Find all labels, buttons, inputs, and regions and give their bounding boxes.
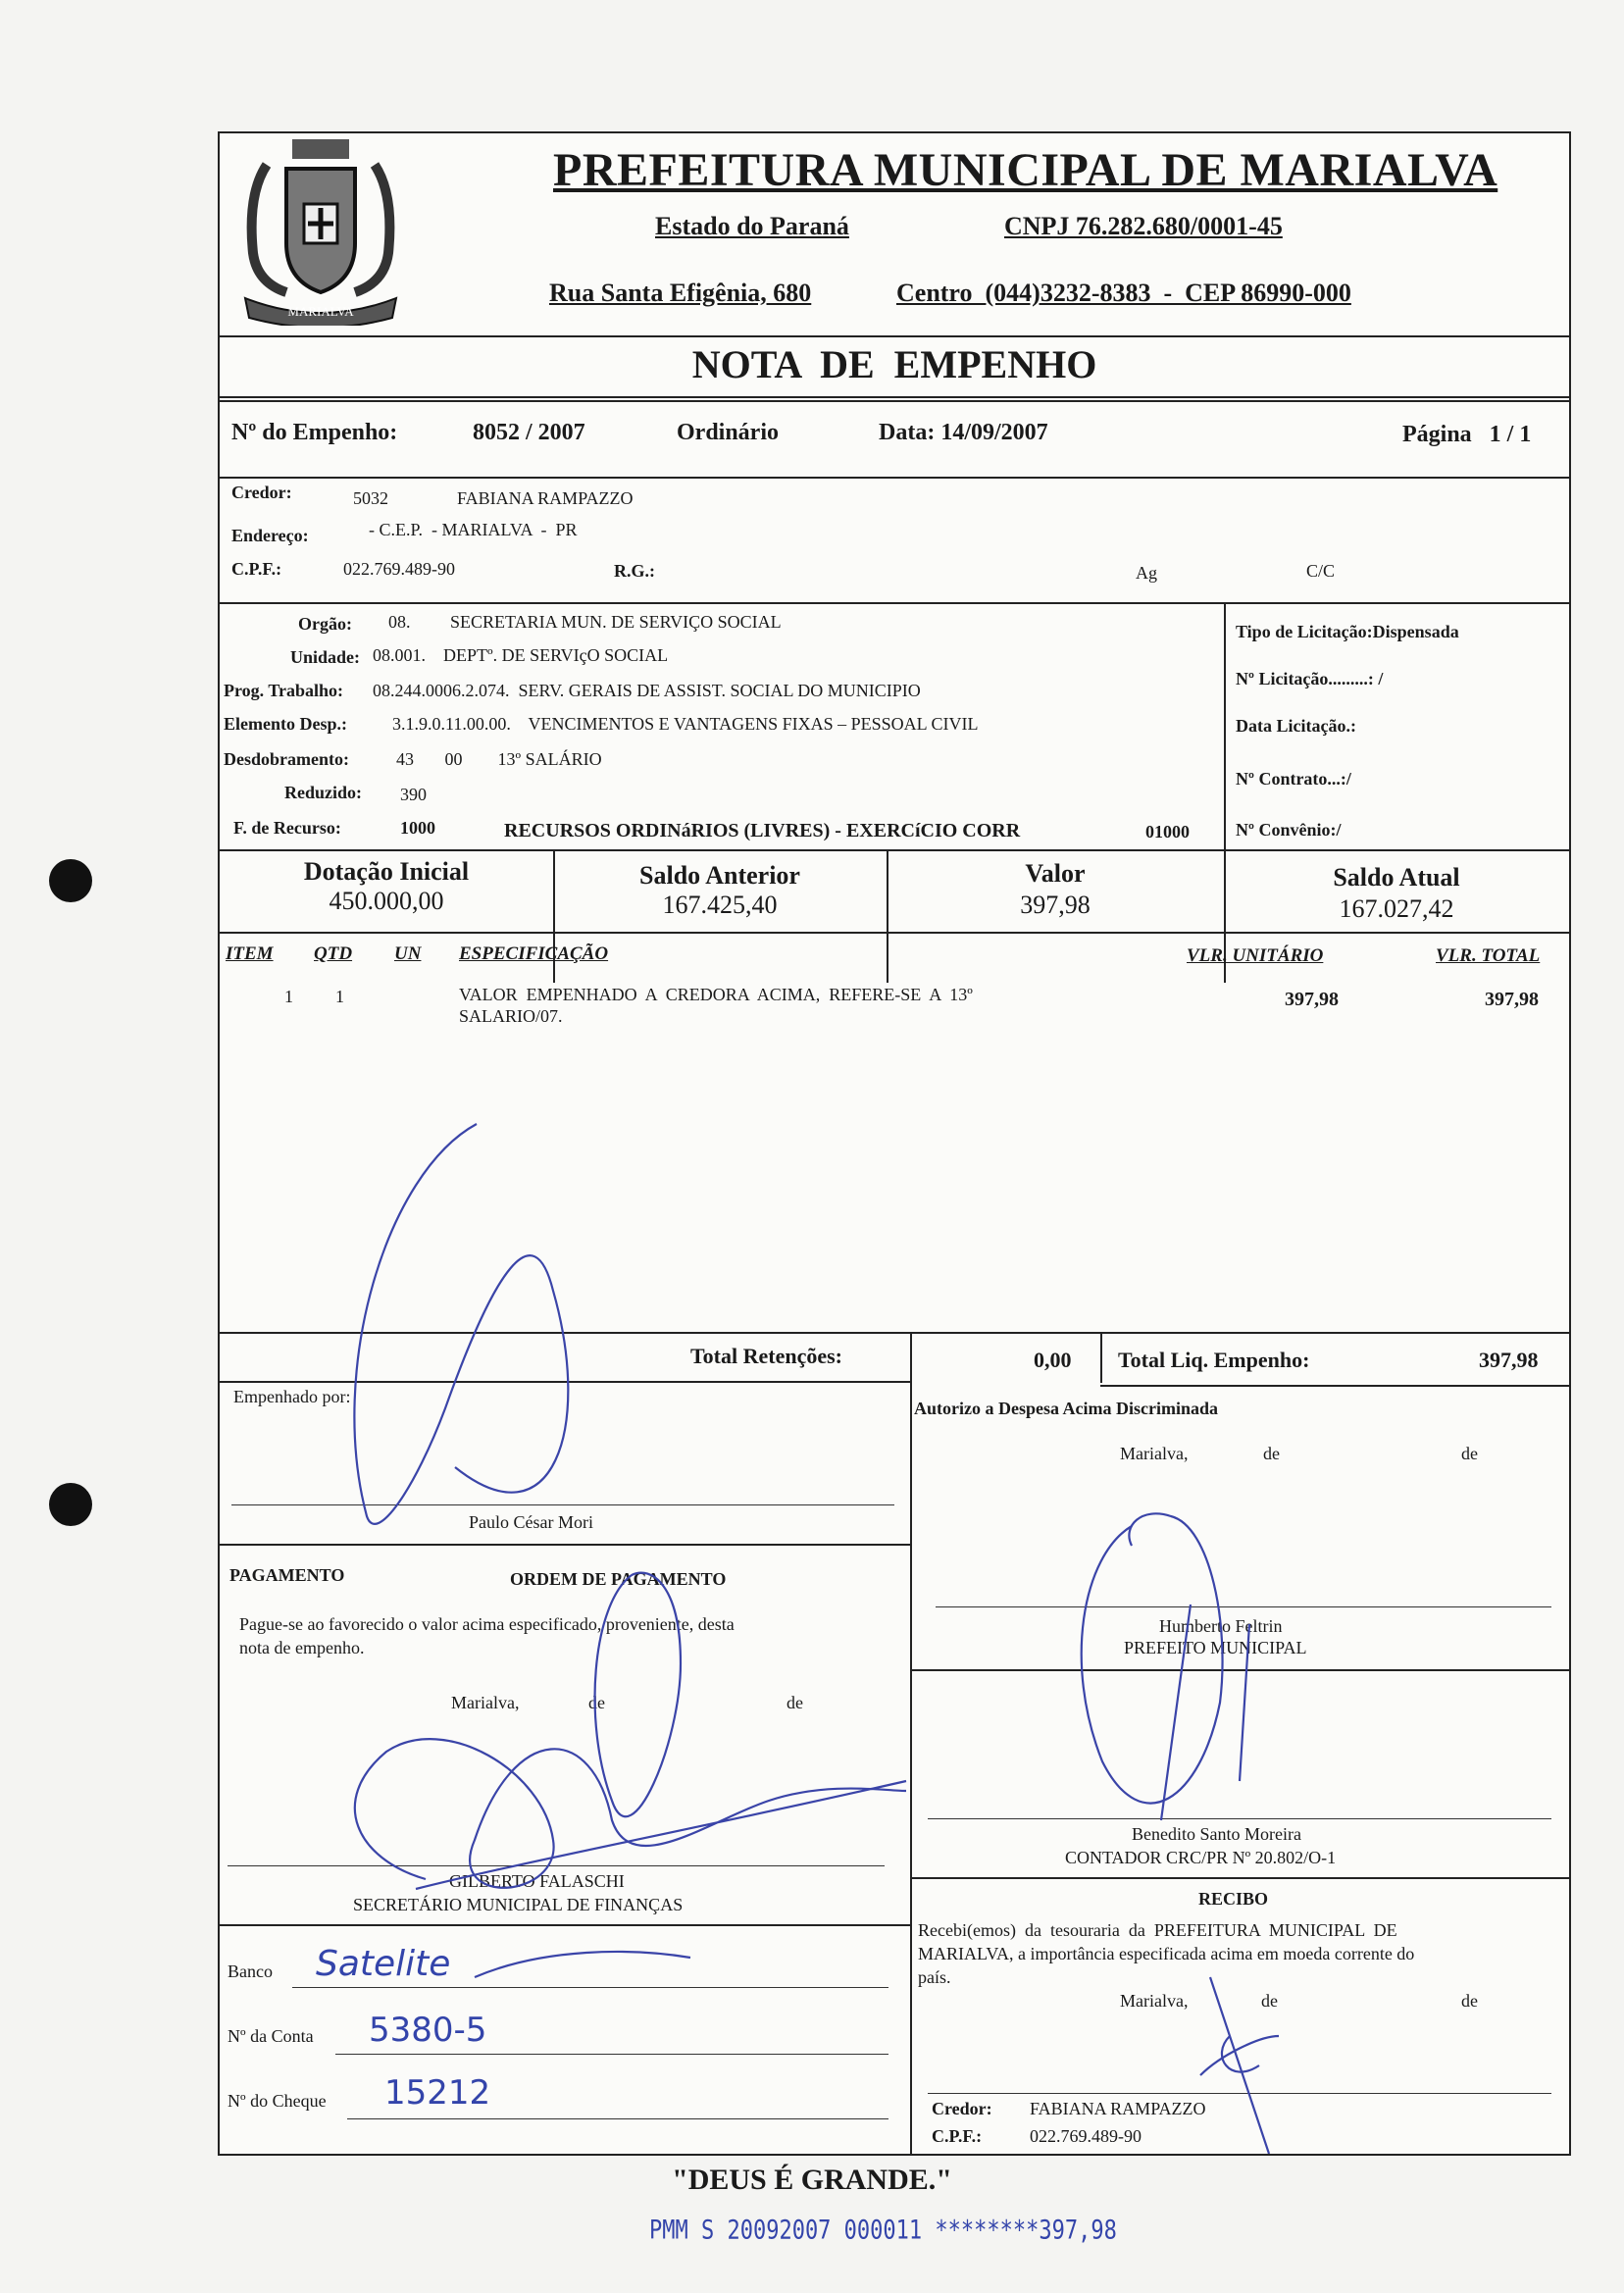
autorizo-de-1: de <box>1263 1444 1280 1463</box>
orgao-label: Orgão: <box>298 614 352 634</box>
recurso-code: 1000 <box>400 818 435 838</box>
signature-overlays <box>220 133 1569 2154</box>
reduzido-label: Reduzido: <box>284 783 363 802</box>
cpf: 022.769.489-90 <box>343 559 455 579</box>
contador-title: CONTADOR CRC/PR Nº 20.802/O-1 <box>1065 1848 1337 1867</box>
autorizo-label: Autorizo a Despesa Acima Discriminada <box>914 1399 1218 1418</box>
punch-hole-top <box>49 859 92 902</box>
saldo-anterior-label: Saldo Anterior <box>639 861 800 890</box>
recibo-cpf-label: C.P.F.: <box>932 2126 983 2146</box>
ordem-pagamento-label: ORDEM DE PAGAMENTO <box>510 1569 727 1589</box>
total-liquido-label: Total Liq. Empenho: <box>1118 1348 1310 1372</box>
desdobramento-label: Desdobramento: <box>224 749 349 769</box>
secretario-name: GILBERTO FALASCHI <box>449 1871 625 1891</box>
signature-secretario <box>355 1739 906 1977</box>
logo-banner-text: MARIALVA <box>287 304 354 319</box>
conta-value: 5380-5 <box>369 2011 487 2050</box>
desdobramento: 43 00 13º SALÁRIO <box>396 749 602 769</box>
prog-label: Prog. Trabalho: <box>224 681 344 700</box>
prefeito-title: PREFEITO MUNICIPAL <box>1124 1638 1307 1657</box>
empenho-date: Data: 14/09/2007 <box>879 420 1048 445</box>
ordem-de-2: de <box>787 1693 803 1712</box>
recibo-credor-name: FABIANA RAMPAZZO <box>1030 2099 1206 2118</box>
empenho-number: 8052 / 2007 <box>473 420 585 445</box>
address: Rua Santa Efigênia, 680 <box>549 279 812 307</box>
credor-label: Credor: <box>231 483 292 502</box>
rg-label: R.G.: <box>614 561 655 581</box>
empenho-type: Ordinário <box>677 420 780 445</box>
recibo-de-2: de <box>1461 1991 1478 2011</box>
ag-label: Ag <box>1136 563 1157 583</box>
recibo-credor-label: Credor: <box>932 2099 992 2118</box>
valor-value: 397,98 <box>1020 891 1091 919</box>
page-number: Página 1 / 1 <box>1402 422 1532 447</box>
recibo-de-1: de <box>1261 1991 1278 2011</box>
banco-value: Satelite <box>316 1944 451 1984</box>
recurso-label: F. de Recurso: <box>233 818 341 838</box>
credor-name: FABIANA RAMPAZZO <box>457 488 634 508</box>
phone-cep: Centro (044)3232-8383 - CEP 86990-000 <box>896 279 1351 307</box>
cc-label: C/C <box>1306 561 1336 581</box>
prefeitura-title: PREFEITURA MUNICIPAL DE MARIALVA <box>553 144 1498 196</box>
empenhado-por-label: Empenhado por: <box>233 1387 351 1406</box>
elemento-label: Elemento Desp.: <box>224 714 347 734</box>
total-retencoes-label: Total Retenções: <box>690 1344 842 1368</box>
col-item-header: ITEM <box>226 943 274 964</box>
col-qtd-header: QTD <box>314 943 353 964</box>
unidade: 08.001. DEPTº. DE SERVIçO SOCIAL <box>373 645 669 665</box>
item-total-value: 397,98 <box>1485 989 1539 1010</box>
recibo-label: RECIBO <box>1198 1889 1269 1909</box>
empenhado-por-name: Paulo César Mori <box>469 1512 593 1532</box>
elemento: 3.1.9.0.11.00.00. VENCIMENTOS E VANTAGENS FIXAS – PESSOAL CIVIL <box>392 714 979 734</box>
item-qtd: 1 <box>335 987 344 1006</box>
cheque-value: 15212 <box>384 2073 491 2113</box>
signature-empenhado <box>354 1124 568 1524</box>
cheque-label: Nº do Cheque <box>228 2091 327 2111</box>
tipo-licitacao: Tipo de Licitação:Dispensada <box>1236 622 1459 641</box>
item-spec-line1: VALOR EMPENHADO A CREDORA ACIMA, REFERE-SE A 13º <box>459 985 973 1004</box>
ordem-marialva: Marialva, <box>451 1693 520 1712</box>
nota-de-empenho-sheet <box>218 131 1571 2156</box>
numero-licitacao: Nº Licitação.........: / <box>1236 669 1384 688</box>
footer-machine-stamp: PMM S 20092007 000011 ********397,98 <box>649 2216 1117 2246</box>
unidade-label: Unidade: <box>290 647 361 667</box>
recibo-text-line2: MARIALVA, a importância especificada acima em moeda corrente do <box>918 1944 1415 1963</box>
reduzido: 390 <box>400 785 427 804</box>
saldo-anterior-value: 167.425,40 <box>662 891 778 919</box>
item-spec-line2: SALARIO/07. <box>459 1006 563 1026</box>
recibo-text-line1: Recebi(emos) da tesouraria da PREFEITURA MUNICIPAL DE <box>918 1920 1397 1940</box>
signature-prefeito <box>1082 1513 1249 1820</box>
recibo-text-line3: país. <box>918 1967 951 1987</box>
conta-label: Nº da Conta <box>228 2026 314 2046</box>
item-number: 1 <box>284 987 293 1006</box>
doc-title: NOTA DE EMPENHO <box>691 342 1097 386</box>
secretario-title: SECRETÁRIO MUNICIPAL DE FINANÇAS <box>353 1895 684 1914</box>
recibo-cpf: 022.769.489-90 <box>1030 2126 1142 2146</box>
pague-text-line1: Pague-se ao favorecido o valor acima especificado, proveniente, desta <box>239 1614 735 1634</box>
dotacao-inicial-label: Dotação Inicial <box>303 857 470 886</box>
numero-contrato: Nº Contrato...:/ <box>1236 769 1351 789</box>
pague-text-line2: nota de empenho. <box>239 1638 365 1657</box>
recurso-name: RECURSOS ORDINáRIOS (LIVRES) - EXERCíCIO CORR <box>504 820 1021 841</box>
state-name: Estado do Paraná <box>655 212 849 240</box>
cpf-label: C.P.F.: <box>231 559 282 579</box>
total-retencoes-value: 0,00 <box>1034 1348 1072 1372</box>
saldo-atual-value: 167.027,42 <box>1339 894 1454 923</box>
signature-ordem <box>595 1573 681 1817</box>
contador-name: Benedito Santo Moreira <box>1132 1824 1301 1844</box>
punch-hole-bottom <box>49 1483 92 1526</box>
autorizo-marialva: Marialva, <box>1120 1444 1189 1463</box>
saldo-atual-label: Saldo Atual <box>1333 863 1460 892</box>
data-licitacao: Data Licitação.: <box>1236 716 1356 736</box>
numero-convenio: Nº Convênio:/ <box>1236 820 1342 840</box>
recurso-number: 01000 <box>1145 822 1190 841</box>
col-especificacao-header: ESPECIFICAÇÃO <box>459 943 609 964</box>
valor-label: Valor <box>1025 859 1086 888</box>
orgao: 08. SECRETARIA MUN. DE SERVIÇO SOCIAL <box>388 612 782 632</box>
pagamento-label: PAGAMENTO <box>229 1565 345 1585</box>
total-liquido-value: 397,98 <box>1479 1348 1539 1372</box>
prog: 08.244.0006.2.074. SERV. GERAIS DE ASSIST. SOCIAL DO MUNICIPIO <box>373 681 921 700</box>
cnpj: CNPJ 76.282.680/0001-45 <box>1004 212 1283 240</box>
recibo-marialva: Marialva, <box>1120 1991 1189 2011</box>
autorizo-de-2: de <box>1461 1444 1478 1463</box>
prefeito-name: Humberto Feltrin <box>1159 1616 1283 1636</box>
item-unit-value: 397,98 <box>1285 989 1339 1010</box>
dotacao-inicial-value: 450.000,00 <box>329 887 444 915</box>
signature-credor <box>1200 1977 1279 2154</box>
col-un-header: UN <box>394 943 422 964</box>
footer-motto: "DEUS É GRANDE." <box>672 2164 952 2196</box>
credor-code: 5032 <box>353 488 388 508</box>
endereco-label: Endereço: <box>231 526 309 545</box>
col-vlr-unitario-header: VLR. UNITÁRIO <box>1187 945 1324 966</box>
banco-label: Banco <box>228 1962 273 1981</box>
empenho-number-label: Nº do Empenho: <box>231 420 398 445</box>
endereco: - C.E.P. - MARIALVA - PR <box>369 520 578 539</box>
col-vlr-total-header: VLR. TOTAL <box>1436 945 1541 966</box>
ordem-de-1: de <box>588 1693 605 1712</box>
